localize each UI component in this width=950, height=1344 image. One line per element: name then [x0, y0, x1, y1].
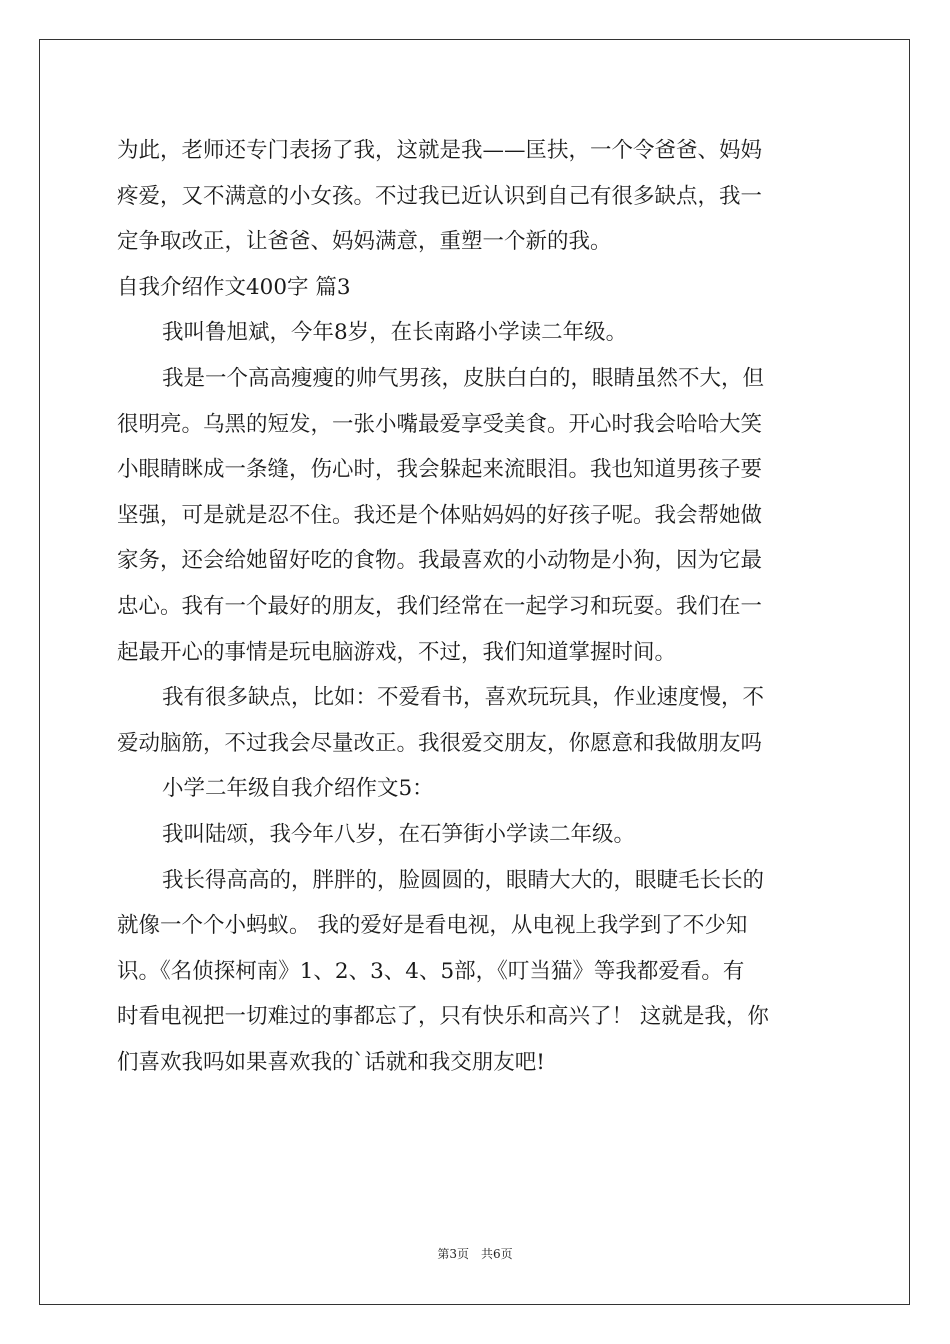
- text-line: 我是一个高高瘦瘦的帅气男孩，皮肤白白的，眼睛虽然不大，但: [162, 365, 765, 391]
- section-heading: 自我介绍作文400字 篇3: [117, 274, 351, 300]
- text-line: 起最开心的事情是玩电脑游戏，不过，我们知道掌握时间。: [117, 639, 677, 665]
- text-line: 爱动脑筋，不过我会尽量改正。我很爱交朋友，你愿意和我做朋友吗: [117, 730, 763, 756]
- text-line: 我叫陆颂，我今年八岁，在石笋街小学读二年级。: [162, 821, 636, 847]
- text-line: 疼爱，又不满意的小女孩。不过我已近认识到自己有很多缺点，我一: [117, 183, 763, 209]
- document-body: [117, 128, 833, 1085]
- text-line: 坚强，可是就是忍不住。我还是个体贴妈妈的好孩子呢。我会帮她做: [117, 502, 763, 528]
- page-footer: 第3页 共6页: [437, 1247, 513, 1261]
- section-heading: 小学二年级自我介绍作文5：: [162, 776, 434, 802]
- text-line: 我有很多缺点，比如：不爱看书，喜欢玩玩具，作业速度慢，不: [162, 685, 765, 711]
- text-line: 为此，老师还专门表扬了我，这就是我——匡扶，一个令爸爸、妈妈: [117, 138, 763, 163]
- text-line: 很明亮。乌黑的短发，一张小嘴最爱享受美食。开心时我会哈哈大笑: [117, 411, 763, 437]
- text-line: 我叫鲁旭斌，今年8岁，在长南路小学读二年级。: [162, 320, 628, 346]
- text-line: 就像一个个小蚂蚁。 我的爱好是看电视，从电视上我学到了不少知: [117, 913, 748, 939]
- text-line: 我长得高高的，胖胖的，脸圆圆的，眼睛大大的，眼睫毛长长的: [162, 867, 765, 893]
- text-line: 小眼睛眯成一条缝，伤心时，我会躲起来流眼泪。我也知道男孩子要: [117, 457, 763, 483]
- text-line: 定争取改正，让爸爸、妈妈满意，重塑一个新的我。: [117, 229, 612, 255]
- text-line: 忠心。我有一个最好的朋友，我们经常在一起学习和玩耍。我们在一: [117, 593, 763, 619]
- text-line: 们喜欢我吗如果喜欢我的`话就和我交朋友吧!: [117, 1049, 545, 1075]
- text-line: 家务，还会给她留好吃的食物。我最喜欢的小动物是小狗，因为它最: [117, 548, 763, 574]
- text-line: 识。《名侦探柯南》1、2、3、4、5部，《叮当猫》等我都爱看。有: [117, 958, 745, 984]
- text-line: 时看电视把一切难过的事都忘了，只有快乐和高兴了！ 这就是我，你: [117, 1004, 769, 1030]
